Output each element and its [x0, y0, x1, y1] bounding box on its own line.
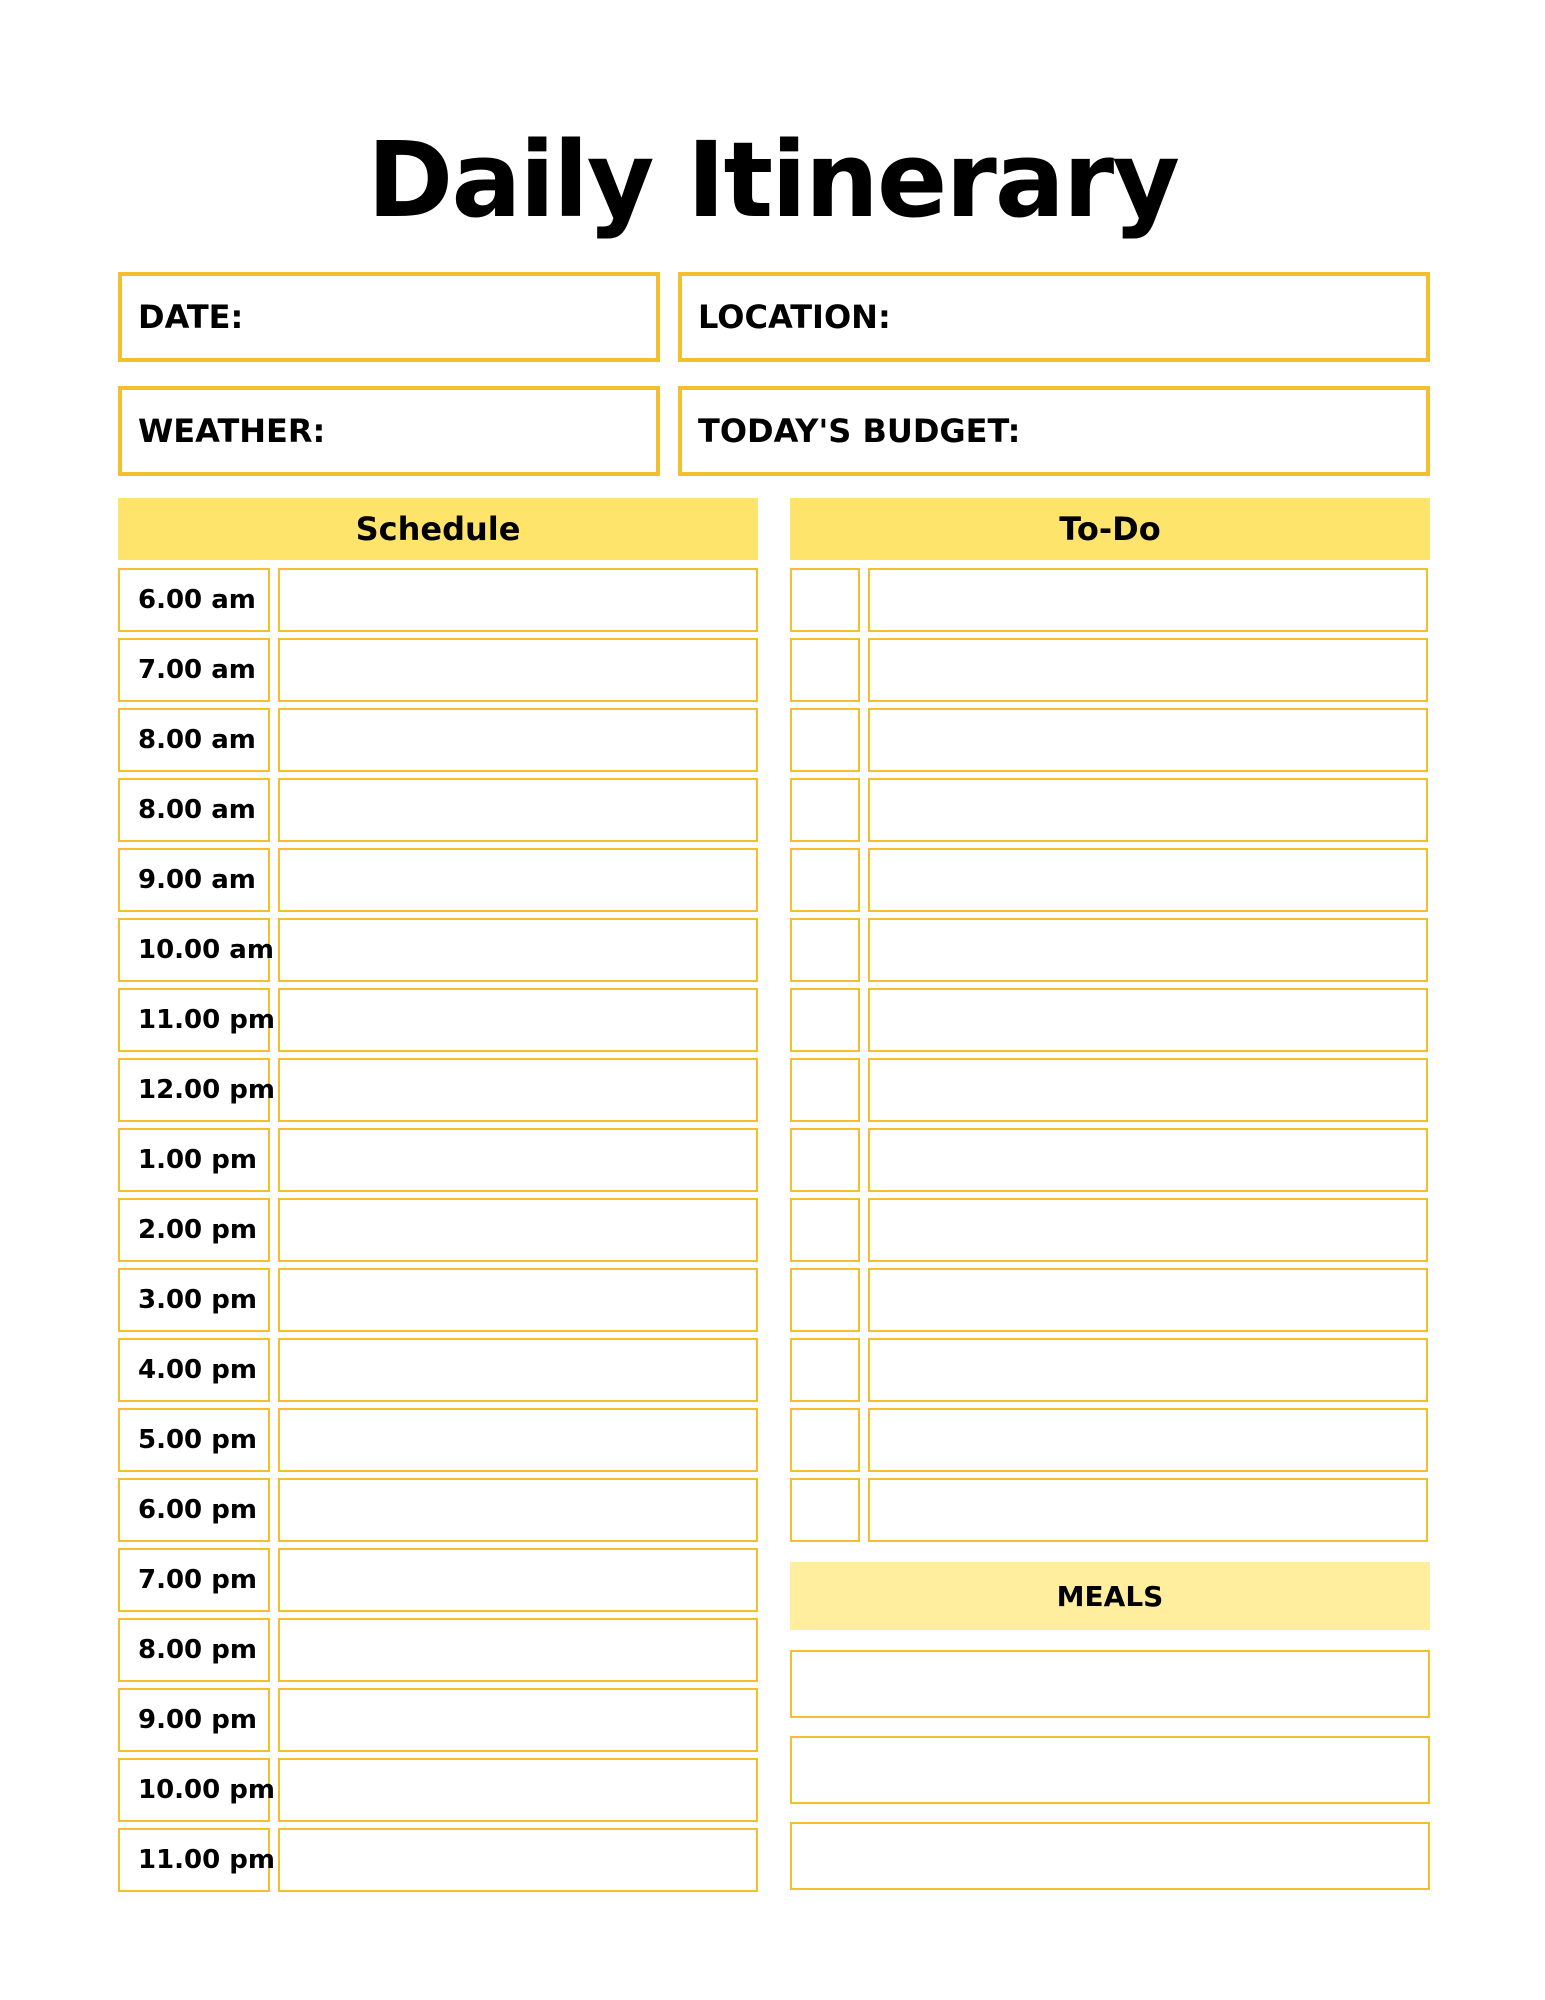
- todo-checkbox[interactable]: [790, 848, 860, 912]
- schedule-row: [118, 918, 758, 982]
- schedule-row: [118, 988, 758, 1052]
- todo-entry-field[interactable]: [868, 1268, 1428, 1332]
- todo-entry-field[interactable]: [868, 1128, 1428, 1192]
- schedule-time: 8.00 pm: [118, 1618, 270, 1682]
- budget-field[interactable]: [678, 386, 1430, 476]
- schedule-entry-field[interactable]: [278, 568, 758, 632]
- schedule-row: [118, 1198, 758, 1262]
- todo-entry-field[interactable]: [868, 568, 1428, 632]
- budget-label: TODAY'S BUDGET:: [698, 412, 1021, 450]
- todo-checkbox[interactable]: [790, 1478, 860, 1542]
- todo-checkbox[interactable]: [790, 1058, 860, 1122]
- todo-row: [790, 918, 1428, 982]
- schedule-row: [118, 1758, 758, 1822]
- schedule-row: [118, 848, 758, 912]
- schedule-entry-field[interactable]: [278, 918, 758, 982]
- location-field[interactable]: [678, 272, 1430, 362]
- todo-checkbox[interactable]: [790, 1338, 860, 1402]
- schedule-row: [118, 1688, 758, 1752]
- schedule-time: 6.00 am: [118, 568, 270, 632]
- schedule-entry-field[interactable]: [278, 638, 758, 702]
- schedule-time: 2.00 pm: [118, 1198, 270, 1262]
- schedule-entry-field[interactable]: [278, 1548, 758, 1612]
- todo-entry-field[interactable]: [868, 918, 1428, 982]
- todo-checkbox[interactable]: [790, 1268, 860, 1332]
- todo-row: [790, 1058, 1428, 1122]
- meals-header-label: MEALS: [1056, 1579, 1164, 1613]
- schedule-entry-field[interactable]: [278, 1688, 758, 1752]
- date-field[interactable]: [118, 272, 660, 362]
- schedule-time: 8.00 am: [118, 708, 270, 772]
- todo-entry-field[interactable]: [868, 1338, 1428, 1402]
- schedule-entry-field[interactable]: [278, 1478, 758, 1542]
- todo-header: [790, 498, 1430, 560]
- date-label: DATE:: [138, 298, 244, 336]
- schedule-time: 6.00 pm: [118, 1478, 270, 1542]
- weather-field[interactable]: [118, 386, 660, 476]
- todo-checkbox[interactable]: [790, 568, 860, 632]
- meal-entry-field[interactable]: [790, 1822, 1430, 1890]
- todo-row: [790, 568, 1428, 632]
- todo-row: [790, 708, 1428, 772]
- todo-row: [790, 1338, 1428, 1402]
- todo-entry-field[interactable]: [868, 778, 1428, 842]
- schedule-row: [118, 638, 758, 702]
- schedule-row: [118, 1548, 758, 1612]
- schedule-entry-field[interactable]: [278, 1058, 758, 1122]
- todo-entry-field[interactable]: [868, 1408, 1428, 1472]
- schedule-entry-field[interactable]: [278, 1408, 758, 1472]
- schedule-time: 1.00 pm: [118, 1128, 270, 1192]
- weather-label: WEATHER:: [138, 412, 326, 450]
- todo-checkbox[interactable]: [790, 918, 860, 982]
- todo-header-label: To-Do: [1059, 510, 1161, 548]
- todo-checkbox[interactable]: [790, 1198, 860, 1262]
- todo-row: [790, 848, 1428, 912]
- todo-checkbox[interactable]: [790, 778, 860, 842]
- schedule-header: [118, 498, 758, 560]
- schedule-row: [118, 1408, 758, 1472]
- todo-row: [790, 1478, 1428, 1542]
- todo-row: [790, 1408, 1428, 1472]
- meals-header: [790, 1562, 1430, 1630]
- todo-row: [790, 988, 1428, 1052]
- schedule-time: 8.00 am: [118, 778, 270, 842]
- schedule-entry-field[interactable]: [278, 1338, 758, 1402]
- schedule-entry-field[interactable]: [278, 1828, 758, 1892]
- meal-entry-field[interactable]: [790, 1650, 1430, 1718]
- schedule-row: [118, 1618, 758, 1682]
- schedule-time: 4.00 pm: [118, 1338, 270, 1402]
- todo-entry-field[interactable]: [868, 708, 1428, 772]
- todo-entry-field[interactable]: [868, 1198, 1428, 1262]
- schedule-time: 9.00 pm: [118, 1688, 270, 1752]
- todo-entry-field[interactable]: [868, 1058, 1428, 1122]
- schedule-row: [118, 1828, 758, 1892]
- schedule-row: [118, 1128, 758, 1192]
- meal-entry-field[interactable]: [790, 1736, 1430, 1804]
- schedule-time: 3.00 pm: [118, 1268, 270, 1332]
- schedule-row: [118, 1268, 758, 1332]
- todo-row: [790, 1128, 1428, 1192]
- schedule-time: 10.00 pm: [118, 1758, 270, 1822]
- schedule-entry-field[interactable]: [278, 778, 758, 842]
- schedule-entry-field[interactable]: [278, 848, 758, 912]
- schedule-entry-field[interactable]: [278, 1268, 758, 1332]
- todo-checkbox[interactable]: [790, 1128, 860, 1192]
- todo-checkbox[interactable]: [790, 1408, 860, 1472]
- todo-entry-field[interactable]: [868, 988, 1428, 1052]
- todo-entry-field[interactable]: [868, 638, 1428, 702]
- todo-row: [790, 1198, 1428, 1262]
- todo-row: [790, 778, 1428, 842]
- schedule-entry-field[interactable]: [278, 1758, 758, 1822]
- schedule-time: 11.00 pm: [118, 988, 270, 1052]
- schedule-entry-field[interactable]: [278, 708, 758, 772]
- schedule-row: [118, 1058, 758, 1122]
- schedule-row: [118, 1478, 758, 1542]
- todo-entry-field[interactable]: [868, 1478, 1428, 1542]
- schedule-entry-field[interactable]: [278, 1618, 758, 1682]
- schedule-entry-field[interactable]: [278, 988, 758, 1052]
- schedule-time: 9.00 am: [118, 848, 270, 912]
- todo-checkbox[interactable]: [790, 708, 860, 772]
- schedule-row: [118, 778, 758, 842]
- schedule-time: 11.00 pm: [118, 1828, 270, 1892]
- todo-checkbox[interactable]: [790, 638, 860, 702]
- schedule-time: 12.00 pm: [118, 1058, 270, 1122]
- schedule-row: [118, 1338, 758, 1402]
- todo-row: [790, 638, 1428, 702]
- todo-row: [790, 1268, 1428, 1332]
- todo-checkbox[interactable]: [790, 988, 860, 1052]
- todo-entry-field[interactable]: [868, 848, 1428, 912]
- page-title: Daily Itinerary: [367, 119, 1178, 241]
- schedule-time: 7.00 pm: [118, 1548, 270, 1612]
- schedule-header-label: Schedule: [355, 510, 521, 548]
- schedule-time: 5.00 pm: [118, 1408, 270, 1472]
- schedule-time: 10.00 am: [118, 918, 270, 982]
- schedule-row: [118, 568, 758, 632]
- location-label: LOCATION:: [698, 298, 891, 336]
- schedule-entry-field[interactable]: [278, 1128, 758, 1192]
- schedule-row: [118, 708, 758, 772]
- schedule-entry-field[interactable]: [278, 1198, 758, 1262]
- schedule-time: 7.00 am: [118, 638, 270, 702]
